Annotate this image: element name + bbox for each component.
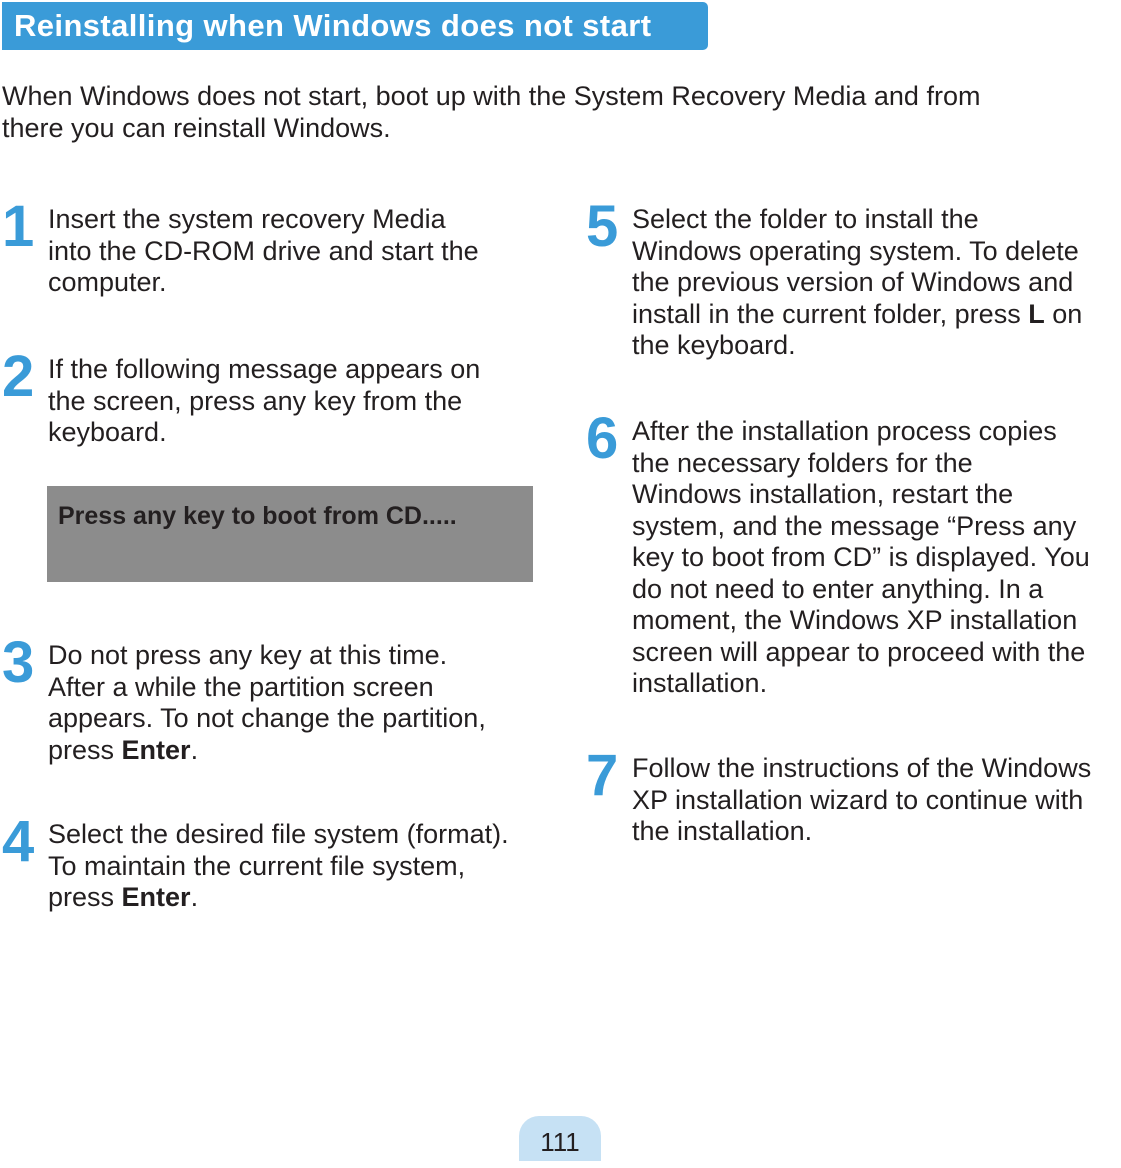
step-text bbox=[48, 354, 480, 449]
step-number: 5 bbox=[586, 194, 619, 259]
page-number-badge bbox=[519, 1116, 601, 1161]
step-line: appears. To not change the partition, bbox=[48, 703, 486, 733]
step-line: into the CD-ROM drive and start the bbox=[48, 235, 479, 266]
step-line: Do not press any key at this time. bbox=[48, 640, 448, 670]
step-line: moment, the Windows XP installation bbox=[632, 605, 1078, 635]
step-line: screen will appear to proceed with the bbox=[632, 636, 1086, 667]
enter-key-label: Enter bbox=[121, 882, 191, 912]
step-text bbox=[632, 753, 1091, 848]
page-number: 111 bbox=[540, 1127, 580, 1157]
step-line: After a while the partition screen bbox=[48, 671, 434, 702]
step-line: keyboard. bbox=[48, 417, 167, 447]
step-text bbox=[48, 640, 486, 766]
step-line: the keyboard. bbox=[632, 330, 796, 360]
step-number: 1 bbox=[2, 194, 35, 259]
step-line: press bbox=[48, 734, 122, 765]
step-number: 3 bbox=[2, 630, 35, 695]
enter-key-label: Enter bbox=[121, 734, 191, 765]
step-line: the previous version of Windows and bbox=[632, 267, 1074, 297]
step-line-end: . bbox=[190, 882, 199, 912]
l-key-label: L bbox=[1028, 298, 1045, 329]
step-line: key to boot from CD” is displayed. You bbox=[632, 542, 1090, 572]
step-line: XP installation wizard to continue with bbox=[632, 784, 1084, 815]
step-number: 7 bbox=[586, 743, 619, 808]
step-line: Follow the instructions of the Windows bbox=[632, 753, 1092, 783]
step-line: system, and the message “Press any bbox=[632, 510, 1077, 541]
step-line: do not need to enter anything. In a bbox=[632, 573, 1044, 604]
step-line: Windows operating system. To delete bbox=[632, 235, 1079, 266]
step-line-end: . bbox=[190, 734, 199, 765]
step-line: the screen, press any key from the bbox=[48, 385, 463, 416]
step-line: Insert the system recovery Media bbox=[48, 204, 446, 234]
step-line: the necessary folders for the bbox=[632, 447, 973, 478]
step-text bbox=[48, 204, 479, 299]
step-line-end: on bbox=[1044, 298, 1083, 329]
boot-message-text: Press any key to boot from CD..... bbox=[58, 502, 457, 530]
section-title: Reinstalling when Windows does not start bbox=[14, 8, 652, 43]
boot-message-box bbox=[47, 486, 533, 582]
step-line: Select the desired file system (format). bbox=[48, 819, 509, 849]
step-line: Select the folder to install the bbox=[632, 204, 979, 234]
step-line: To maintain the current file system, bbox=[48, 850, 466, 881]
step-text bbox=[632, 416, 1090, 700]
step-number: 2 bbox=[2, 344, 35, 409]
section-title-banner bbox=[2, 2, 708, 50]
step-number: 4 bbox=[2, 809, 35, 874]
step-line: install in the current folder, press bbox=[632, 298, 1029, 329]
intro-line-1: When Windows does not start, boot up with the System Recovery Media and from bbox=[2, 81, 981, 111]
step-line: the installation. bbox=[632, 816, 813, 846]
intro-paragraph bbox=[2, 80, 1082, 144]
step-line: Windows installation, restart the bbox=[632, 479, 1014, 509]
step-line: installation. bbox=[632, 668, 768, 698]
step-text bbox=[632, 204, 1082, 362]
step-line: press bbox=[48, 882, 122, 912]
step-line: After the installation process copies bbox=[632, 416, 1057, 446]
step-number: 6 bbox=[586, 406, 619, 471]
step-text bbox=[48, 819, 509, 914]
step-line: If the following message appears on bbox=[48, 354, 481, 384]
step-line: computer. bbox=[48, 267, 167, 297]
intro-line-2: there you can reinstall Windows. bbox=[2, 113, 391, 143]
